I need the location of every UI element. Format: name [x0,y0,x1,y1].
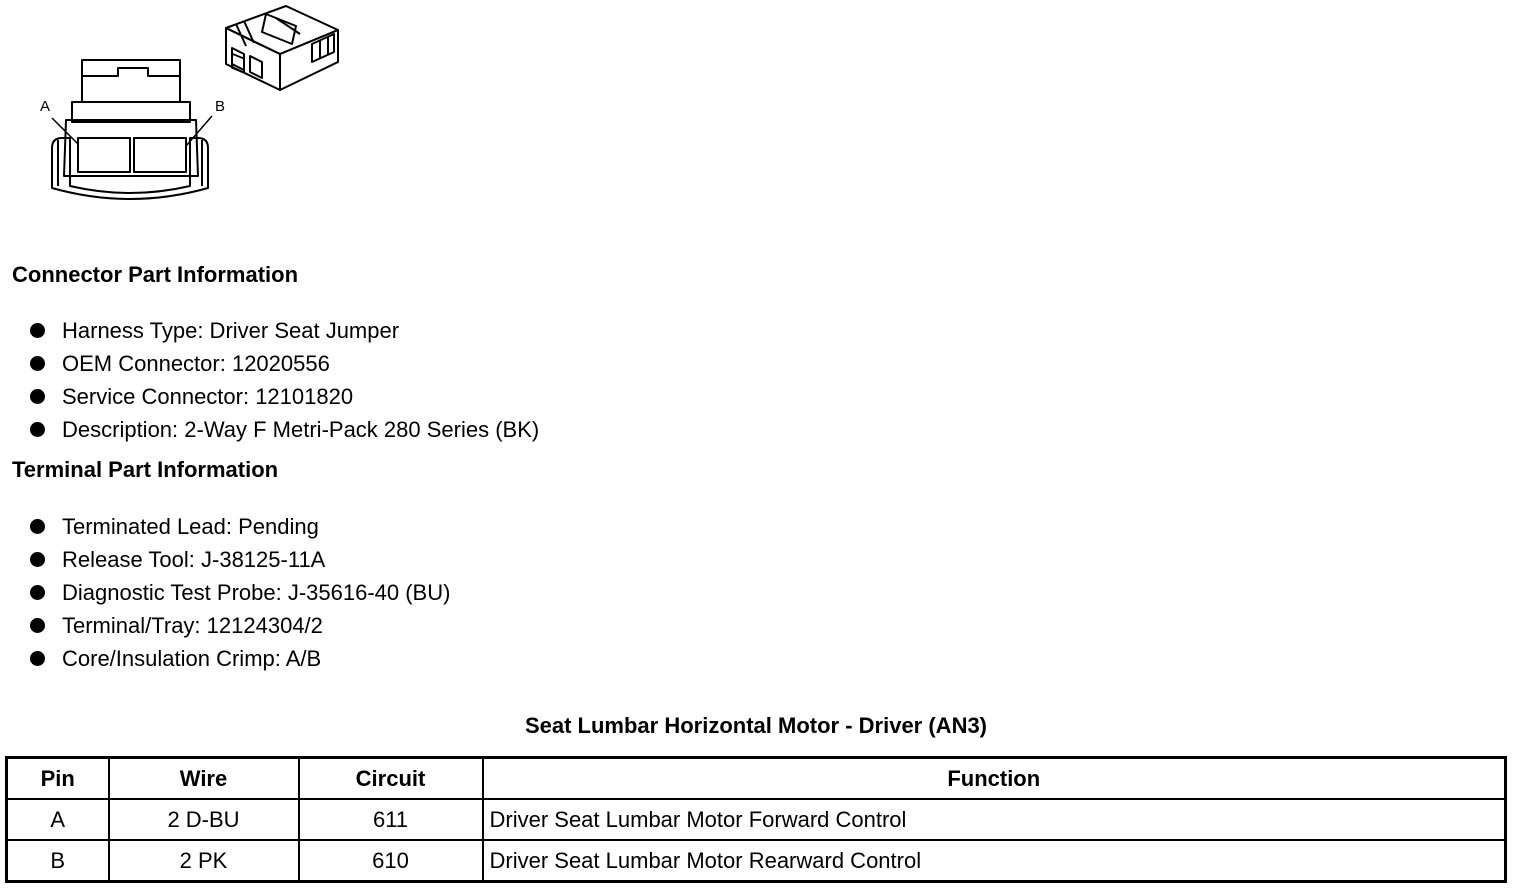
list-item [28,576,450,609]
column-header-function: Function [483,758,1506,800]
list-item [28,510,450,543]
list-item-text: Core/Insulation Crimp: A/B [62,646,322,671]
list-item [28,543,450,576]
list-item-text: Description: 2-Way F Metri-Pack 280 Series (BK) [62,417,540,442]
list-item-text: Diagnostic Test Probe: J-35616-40 (BU) [62,580,451,605]
cell-wire: 2 PK [109,840,299,882]
column-header-circuit: Circuit [299,758,483,800]
bullet-icon [30,356,45,371]
connector-info-heading: Connector Part Information [12,262,299,287]
bullet-icon [30,552,45,567]
column-header-pin: Pin [7,758,109,800]
list-item-text: OEM Connector: 12020556 [62,351,330,376]
connector-info-list [28,314,539,446]
terminal-info-heading: Terminal Part Information [12,457,279,482]
list-item [28,380,539,413]
connector-diagram [0,0,360,220]
column-header-wire: Wire [109,758,299,800]
connector-isometric-drawing [226,6,338,90]
pin-table-title: Seat Lumbar Horizontal Motor - Driver (AN3) [524,713,988,738]
list-item-text: Release Tool: J-38125-11A [62,547,326,572]
cell-function: Driver Seat Lumbar Motor Forward Control [483,799,1506,840]
table-row [7,840,1506,882]
list-item-text: Terminated Lead: Pending [62,514,319,539]
bullet-icon [30,519,45,534]
bullet-icon [30,651,45,666]
table-row [7,799,1506,840]
bullet-icon [30,389,45,404]
pin-label-b: B [215,98,226,115]
pin-label-a: A [40,98,51,115]
cell-circuit: 611 [299,799,483,840]
cell-pin: A [7,799,109,840]
list-item [28,609,450,642]
bullet-icon [30,422,45,437]
bullet-icon [30,323,45,338]
list-item [28,314,539,347]
list-item-text: Service Connector: 12101820 [62,384,354,409]
list-item-text: Harness Type: Driver Seat Jumper [62,318,400,343]
cell-wire: 2 D-BU [109,799,299,840]
cell-circuit: 610 [299,840,483,882]
table-header-row [7,758,1506,800]
terminal-info-list [28,510,450,675]
bullet-icon [30,618,45,633]
cell-function: Driver Seat Lumbar Motor Rearward Control [483,840,1506,882]
list-item [28,347,539,380]
list-item-text: Terminal/Tray: 12124304/2 [62,613,323,638]
list-item [28,642,450,675]
pin-table [5,756,1507,883]
connector-front-drawing [52,60,212,199]
cell-pin: B [7,840,109,882]
bullet-icon [30,585,45,600]
list-item [28,413,539,446]
